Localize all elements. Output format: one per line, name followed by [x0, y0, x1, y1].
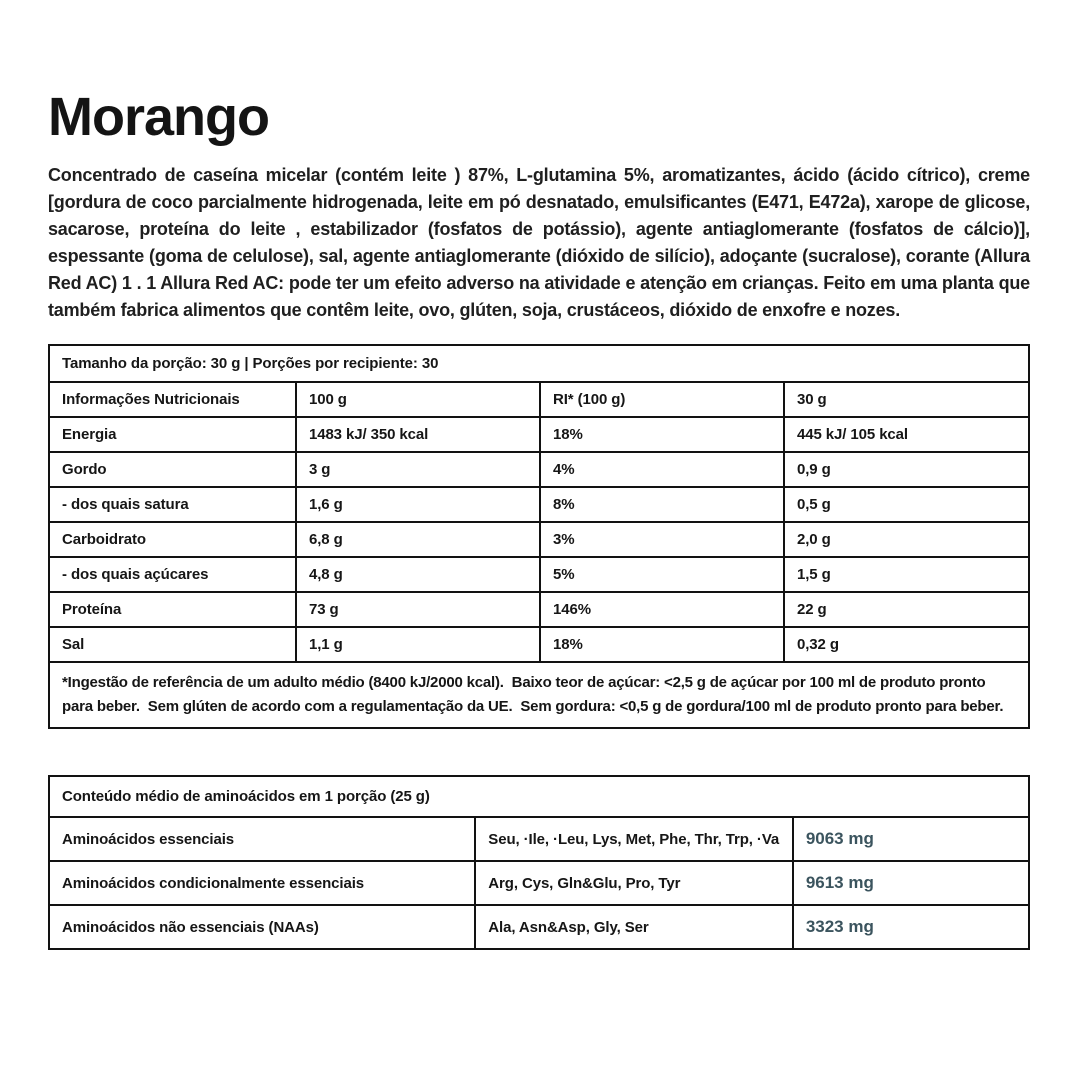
amino-group-label: Aminoácidos condicionalmente essenciais: [49, 861, 475, 905]
amino-acids-table: [48, 775, 1030, 950]
value-per-100g: 3 g: [296, 452, 540, 487]
row-label: - dos quais açúcares: [49, 557, 296, 592]
header-per-100g: 100 g: [296, 382, 540, 417]
value-per-30g: 0,9 g: [784, 452, 1029, 487]
table-row-non-essential: [49, 905, 1029, 949]
value-per-30g: 0,5 g: [784, 487, 1029, 522]
value-ri: 18%: [540, 417, 784, 452]
table-row-gordo: [49, 452, 1029, 487]
amino-items: Ala, Asn&Asp, Gly, Ser: [475, 905, 793, 949]
nutrition-header-row: [49, 382, 1029, 417]
amino-group-label: Aminoácidos não essenciais (NAAs): [49, 905, 475, 949]
table-row-essential: [49, 817, 1029, 861]
table-row-energia: [49, 417, 1029, 452]
header-nutrition-info: Informações Nutricionais: [49, 382, 296, 417]
row-label: Carboidrato: [49, 522, 296, 557]
amino-group-label: Aminoácidos essenciais: [49, 817, 475, 861]
amino-items: Arg, Cys, Gln&Glu, Pro, Tyr: [475, 861, 793, 905]
value-per-100g: 73 g: [296, 592, 540, 627]
serving-info-row: [49, 345, 1029, 382]
value-ri: 18%: [540, 627, 784, 662]
value-per-30g: 0,32 g: [784, 627, 1029, 662]
row-label: Proteína: [49, 592, 296, 627]
serving-info: Tamanho da porção: 30 g | Porções por recipiente: 30: [49, 345, 1029, 382]
amino-amount: 9063 mg: [793, 817, 1029, 861]
amino-items: Seu, ·Ile, ·Leu, Lys, Met, Phe, Thr, Trp, ·Va: [475, 817, 793, 861]
value-per-100g: 1,6 g: [296, 487, 540, 522]
amino-caption-row: [49, 776, 1029, 817]
table-row-acucares: [49, 557, 1029, 592]
table-row-conditionally-essential: [49, 861, 1029, 905]
footnote-row: [49, 662, 1029, 728]
value-per-30g: 445 kJ/ 105 kcal: [784, 417, 1029, 452]
table-row-satura: [49, 487, 1029, 522]
row-label: - dos quais satura: [49, 487, 296, 522]
value-per-30g: 22 g: [784, 592, 1029, 627]
value-per-100g: 6,8 g: [296, 522, 540, 557]
table-row-carboidrato: [49, 522, 1029, 557]
value-ri: 146%: [540, 592, 784, 627]
row-label: Sal: [49, 627, 296, 662]
value-ri: 4%: [540, 452, 784, 487]
page-title: Morango: [48, 87, 269, 147]
table-row-proteina: [49, 592, 1029, 627]
amino-table-caption: Conteúdo médio de aminoácidos em 1 porção (25 g): [49, 776, 1029, 817]
value-per-100g: 4,8 g: [296, 557, 540, 592]
value-per-30g: 1,5 g: [784, 557, 1029, 592]
value-ri: 5%: [540, 557, 784, 592]
table-row-sal: [49, 627, 1029, 662]
amino-amount: 3323 mg: [793, 905, 1029, 949]
row-label: Energia: [49, 417, 296, 452]
value-per-100g: 1,1 g: [296, 627, 540, 662]
reference-intake-footnote: *Ingestão de referência de um adulto médio (8400 kJ/2000 kcal). Baixo teor de açúcar: <2,5 g de açúcar por 100 ml de produto pronto para beber. Sem glúten de acordo com a regulamentação da UE. Sem gordura: <0,5 g de gordura/100 ml de produto pronto para beber.: [49, 662, 1029, 728]
value-ri: 8%: [540, 487, 784, 522]
header-per-30g: 30 g: [784, 382, 1029, 417]
nutrition-table: [48, 344, 1030, 729]
value-ri: 3%: [540, 522, 784, 557]
amino-amount: 9613 mg: [793, 861, 1029, 905]
row-label: Gordo: [49, 452, 296, 487]
ingredients-paragraph: Concentrado de caseína micelar (contém leite ) 87%, L-glutamina 5%, aromatizantes, ácido (ácido cítrico), creme [gordura de coco parcialmente hidrogenada, leite em pó desnatado, emulsificantes (E471, E472a), xarope de glicose, sacarose, proteína do leite , estabilizador (fosfatos de potássio), agente antiaglomerante (fosfatos de cálcio)], espessante (goma de celulose), sal, agente antiaglomerante (dióxido de silício), adoçante (sucralose), corante (Allura Red AC) 1 . 1 Allura Red AC: pode ter um efeito adverso na atividade e atenção em crianças. Feito em uma planta que também fabrica alimentos que contêm leite, ovo, glúten, soja, crustáceos, dióxido de enxofre e nozes.: [48, 165, 1030, 320]
value-per-100g: 1483 kJ/ 350 kcal: [296, 417, 540, 452]
value-per-30g: 2,0 g: [784, 522, 1029, 557]
header-ri: RI* (100 g): [540, 382, 784, 417]
